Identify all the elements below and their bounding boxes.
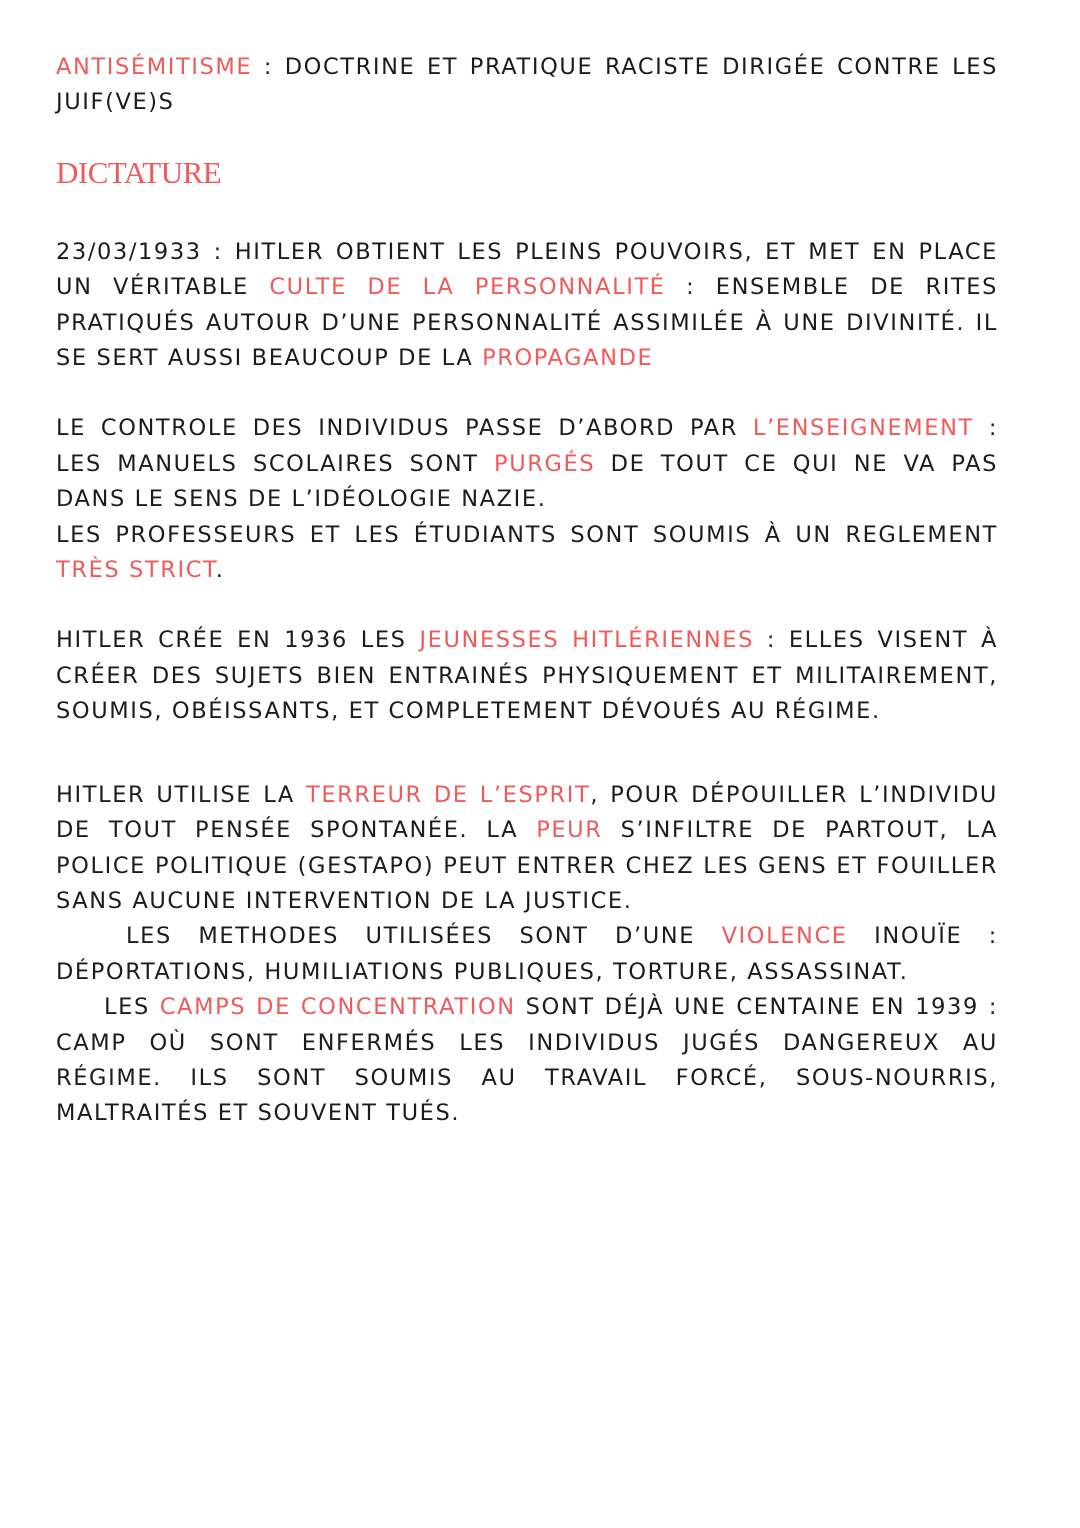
text-segment: LES (104, 994, 160, 1021)
highlighted-term: TRÈS STRICT (56, 557, 216, 584)
highlighted-term: PURGÉS (494, 450, 596, 477)
highlighted-term: PEUR (536, 817, 603, 844)
highlighted-term: CULTE DE LA PERSONNALITÉ (269, 274, 666, 301)
text-segment: LES METHODES UTILISÉES SONT D’UNE (126, 923, 722, 950)
text-segment: LES PROFESSEURS ET LES ÉTUDIANTS SONT SOUMIS À UN REGLEMENT (56, 521, 998, 548)
text-segment: DE TOUT CE QUI NE VA PAS DANS LE SENS DE L’IDÉOLOGIE NAZIE. (56, 450, 998, 513)
paragraph-terror (56, 778, 998, 920)
text-segment: : ELLES VISENT À CRÉER DES SUJETS BIEN ENTRAINÉS PHYSIQUEMENT ET MILITAIREMENT, SOUMIS, OBÉISSANTS, ET COMPLETEMENT DÉVOUÉS AU RÉGIME. (56, 627, 999, 725)
text-segment: S’INFILTRE DE PARTOUT, LA POLICE POLITIQUE (GESTAPO) PEUT ENTRER CHEZ LES GENS ET FOUILLER SANS AUCUNE INTERVENTION DE LA JUSTICE. (56, 817, 998, 914)
text-segment: , POUR DÉPOUILLER L’INDIVIDU DE TOUT PENSÉE SPONTANÉE. LA (56, 781, 999, 844)
paragraph-full-powers (56, 235, 998, 377)
highlighted-term: JEUNESSES HITLÉRIENNES (419, 627, 754, 654)
text-segment: : ENSEMBLE DE RITES PRATIQUÉS AUTOUR D’UNE PERSONNALITÉ ASSIMILÉE À UNE DIVINITÉ. IL SE SERT AUSSI BEAUCOUP DE LA (56, 274, 999, 372)
paragraph-teachers (56, 518, 998, 589)
definition-text: : DOCTRINE ET PRATIQUE RACISTE DIRIGÉE CONTRE LES JUIF(VE)S (56, 54, 998, 116)
text-segment: HITLER CRÉE EN 1936 LES (56, 627, 420, 654)
text-segment: HITLER UTILISE LA (56, 781, 307, 808)
text-segment: . (215, 557, 225, 584)
highlighted-term: CAMPS DE CONCENTRATION (159, 994, 516, 1021)
paragraph-camps (56, 990, 998, 1132)
document-page (56, 50, 998, 1132)
paragraph-violence (56, 919, 998, 990)
text-segment: : LES MANUELS SCOLAIRES SONT (56, 415, 998, 477)
text-segment: SONT DÉJÀ UNE CENTAINE EN 1939 : CAMP OÙ SONT ENFERMÉS LES INDIVIDUS JUGÉS DANGEREUX AU RÉGIME. ILS SONT SOUMIS AU TRAVAIL FORCÉ, SOUS-NOURRIS, MALTRAITÉS ET SOUVENT TUÉS. (56, 994, 999, 1127)
highlighted-term: VIOLENCE (721, 923, 848, 950)
paragraph-hitler-youth (56, 623, 998, 729)
text-segment: INOUÏE : DÉPORTATIONS, HUMILIATIONS PUBLIQUES, TORTURE, ASSASSINAT. (56, 923, 998, 985)
highlighted-term: ANTISÉMITISME (56, 54, 253, 80)
highlighted-term: L’ENSEIGNEMENT (752, 415, 974, 442)
text-segment: 23/03/1933 : HITLER OBTIENT LES PLEINS POUVOIRS, ET MET EN PLACE UN VÉRITABLE (56, 238, 998, 301)
paragraph-education (56, 411, 998, 517)
highlighted-term: PROPAGANDE (482, 345, 654, 372)
highlighted-term: TERREUR DE L’ESPRIT (306, 781, 591, 808)
section-title: DICTATURE (56, 154, 222, 190)
text-segment: LE CONTROLE DES INDIVIDUS PASSE D’ABORD PAR (56, 415, 753, 442)
antisemitism-definition (56, 50, 998, 121)
